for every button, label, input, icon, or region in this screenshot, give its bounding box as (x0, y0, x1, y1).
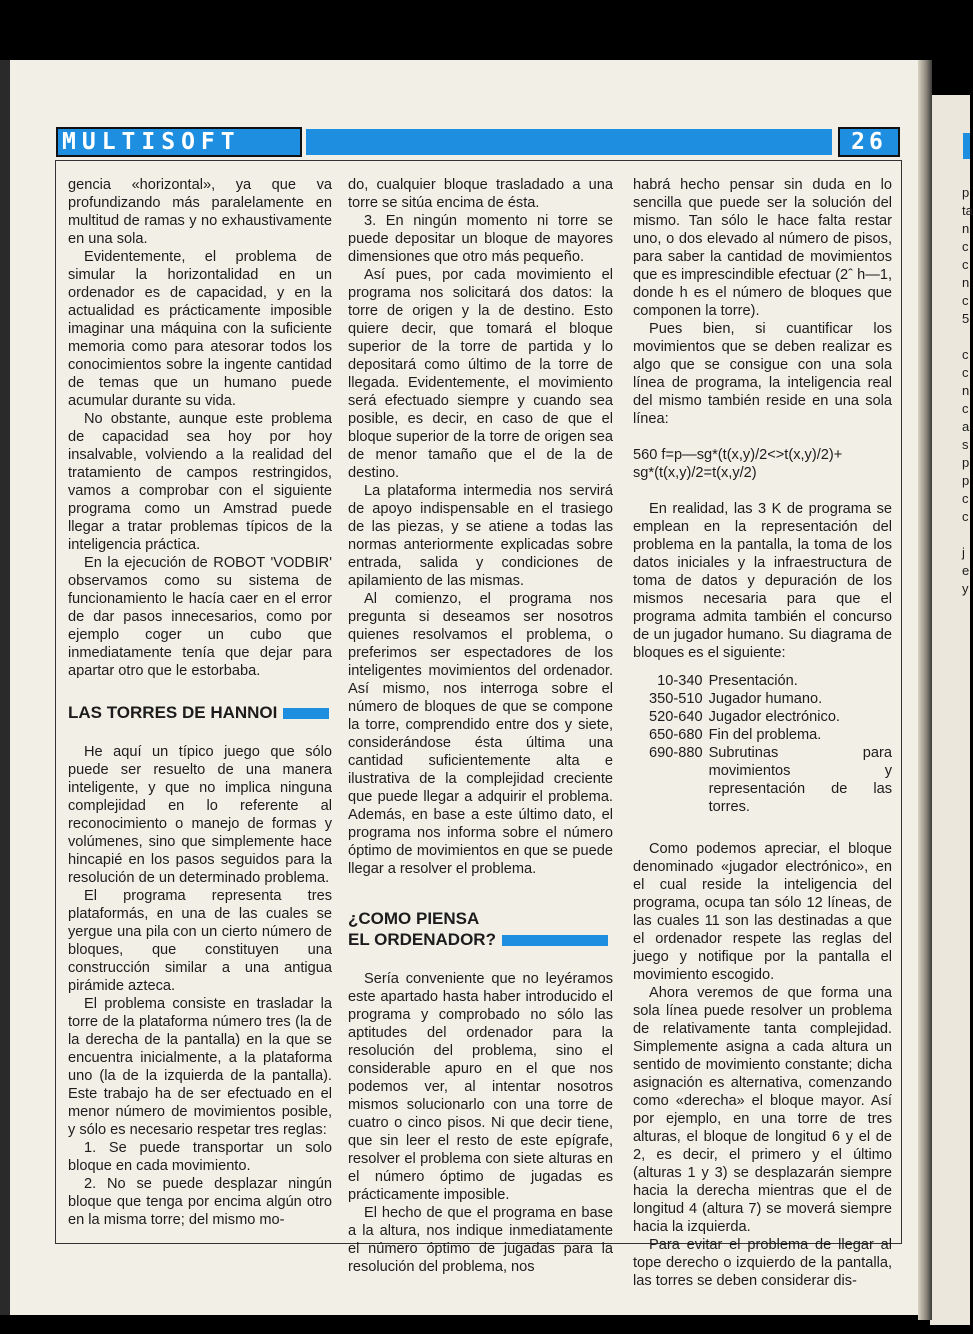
next-page-fragment: n (962, 275, 970, 290)
next-page-fragment: c (962, 347, 969, 362)
paragraph: Como podemos apreciar, el bloque denominado «jugador electrónico», en el cual reside la inteligencia del programa, ocupa tan sólo 12 líneas, de las cuales 11 son las destinadas a que el ordenador respete las reglas del juego y notifique por la pantalla el movimiento escogido. (633, 841, 892, 983)
section-heading (68, 702, 332, 723)
paragraph: He aquí un típico juego que sólo puede ser resuelto de una manera inteligente, y que no implica ninguna complejidad en lo referente al reconocimiento o manejo de formas y volúmenes, sino que simplemente hace hincapié en los pasos seguidos para la resolución de un determinado problema. (68, 744, 332, 886)
line-range: 520-640 (649, 709, 703, 725)
table-row (649, 690, 892, 708)
next-page-fragment: p (962, 473, 970, 488)
heading-line-2: EL ORDENADOR? (348, 930, 496, 949)
list-item: 2. No se puede desplazar ningún bloque que tenga por encima algún otro en la misma torre; del mismo mo- (68, 1176, 332, 1228)
paragraph: No obstante, aunque este problema de capacidad sea hoy por hoy insalvable, volviendo a la realidad del tratamiento de campos restringidos, vamos a comprobar con el siguiente programa como un Amstrad puede llegar a tratar problemas típicos de la inteligencia práctica. (68, 411, 332, 553)
column-2 (348, 176, 613, 1276)
next-page-fragment: c (962, 257, 969, 272)
column-1 (68, 176, 332, 1229)
next-page-fragment: e (962, 563, 970, 578)
page-gutter (918, 60, 932, 1320)
paragraph: En la ejecución de ROBOT 'VODBIR' observamos como su sistema de funcionamiento le hacía caer en el error de dar pasos innecesarios, como por ejemplo coger un cubo que inmediatamente tenía que dejar para apartar otro que le estorbaba. (68, 555, 332, 679)
header-bar (306, 129, 832, 155)
heading-line-1: ¿COMO PIENSA (348, 909, 480, 928)
paragraph: Evidentemente, el problema de simular la horizontalidad en un ordenador es de capacidad, y en la actualidad es prácticamente imposible imaginar una máquina con la suficiente memoria como para atesorar todos los conocimientos sobre la ingente cantidad de temas que un humano puede acumular durante su vida. (68, 249, 332, 409)
paragraph: La plataforma intermedia nos servirá de apoyo indispensable en el trasiego de las piezas, y se atiene a todas las normas anteriormente explicadas sobre entrada, salida y condiciones de apilamiento de las mismas. (348, 483, 613, 589)
next-page-fragment: n (962, 221, 970, 236)
paragraph: habrá hecho pensar sin duda en lo sencilla que puede ser la solución del mismo. Tan sólo le hace falta restar uno, o dos elevado al número de pisos, para saber la cantidad de movimientos que es imprescindible efectuar (2ˆ h—1, donde h es el número de bloques que componen la torre). (633, 177, 892, 319)
next-page-fragment: j (962, 545, 965, 560)
next-page-fragment: c (962, 293, 969, 308)
next-page-fragment: n (962, 383, 970, 398)
paragraph: Así pues, por cada movimiento el programa nos solicitará dos datos: la torre de origen y la de destino. Esto quiere decir, que tomará el bloque superior de la torre de partida y lo depositará como último de la torre de llegada. Evidentemente, el movimiento será efectuado siempre y cuando sea posible, es decir, en caso de que el bloque superior de la torre de origen sea de menor tamaño que el de la de destino. (348, 267, 613, 481)
line-range: 690-880 (649, 745, 703, 761)
paragraph: Pues bien, si cuantificar los movimientos que se deben realizar es algo que se consigue con una sola línea de programa, la inteligencia real del mismo también reside en una sola línea: (633, 321, 892, 427)
next-page-fragment: ta (962, 203, 973, 218)
table-row (649, 672, 892, 690)
next-page-header-tab (963, 133, 970, 159)
page-left-edge (0, 60, 10, 1315)
line-range: 650-680 (649, 727, 703, 743)
next-page-fragment: c (962, 509, 969, 524)
list-item: 3. En ningún momento ni torre se puede depositar un bloque de mayores dimensiones que otro más pequeño. (348, 213, 613, 265)
block-description: Fin del problema. (708, 727, 822, 743)
paragraph: El programa representa tres plataformás, en una de las cuales se yergue una pila con un cierto número de bloques, que constituyen una construcción similar a una antigua pirámide azteca. (68, 888, 332, 994)
paragraph: Al comienzo, el programa nos pregunta si deseamos ser nosotros quienes resolvamos el problema, o preferimos ser espectadores de los inteligentes movimientos del ordenador. Así mismo, nos interroga sobre el número de bloques de que se compone la torre, comprendido entre dos y siete, considerándose ésta última una cantidad suficientemente alta e ilustrativa de la complejidad creciente que puede llegar a adquirir el problema. Además, en base a este último dato, el programa nos informa sobre el número óptimo de movimientos en que se puede llegar a resolver el problema. (348, 591, 613, 877)
block-description: Subrutinas para movimientos y representación de las torres. (708, 745, 892, 815)
paragraph: Ahora veremos de que forma una sola línea puede resolver un problema de relativamente tanta complejidad. Simplemente asigna a cada altura un sentido de movimiento constante; dicha asignación es alternativa, comenzando como «derecha» el bloque mayor. Así por ejemplo, en una torre de tres alturas, el bloque de longitud 6 y el de 2, es decir, el primero y el último (alturas 1 y 3) se desplazarán siempre hacia la derecha mientras que el de longitud 4 (altura 7) se moverá siempre hacia la izquierda. (633, 985, 892, 1235)
heading-text: LAS TORRES DE HANNOI (68, 703, 278, 722)
next-page-fragment: p (962, 185, 970, 200)
next-page-fragment: c (962, 491, 969, 506)
heading-bar (283, 708, 329, 719)
next-page-fragment: c (962, 239, 969, 254)
block-description: Presentación. (708, 673, 798, 689)
paragraph: do, cualquier bloque trasladado a una torre se sitúa encima de ésta. (348, 177, 613, 211)
next-page-fragment: c (962, 365, 969, 380)
page-number: 26 (838, 127, 900, 157)
code-line-2: sg*(t(x,y)/2=t(x,y/2) (633, 465, 757, 481)
table-row (649, 726, 892, 744)
paragraph: En realidad, las 3 K de programa se emplean en la representación del problema en la pantalla, la toma de los datos iniciales y la infraestructura de toma de datos y depuración de los mismos necesaria para que el programa admita también el concurso de un jugador humano. Su diagrama de bloques es el siguiente: (633, 501, 892, 661)
next-page-fragment: c (962, 401, 969, 416)
line-range: 10-340 (657, 673, 703, 689)
list-item: 1. Se puede transportar un solo bloque en cada movimiento. (68, 1140, 332, 1174)
line-range: 350-510 (649, 691, 703, 707)
paragraph: El problema consiste en trasladar la torre de la plataforma número tres (la de la derecha de la pantalla) en la que se encuentra inicialmente, a la plataforma uno (la de la izquierda de la pantalla). Este trabajo ha de ser efectuado en el menor número de movimientos posible, y sólo es necesario respetar tres reglas: (68, 996, 332, 1138)
next-page-fragment: s (962, 437, 969, 452)
next-page-fragment: p (962, 455, 970, 470)
section-heading (348, 908, 613, 950)
paragraph: Sería conveniente que no leyéramos este apartado hasta haber introducido el programa y comprobado no sólo las aptitudes del ordenador para la resolución del problema, sino el considerable apuro en el que nos podemos ver, al intentar nosotros mismos solucionarlo con una torre de cuatro o cinco pisos. Ni que decir tiene, que sin leer el resto de este epígrafe, resolver el problema con siete alturas en el número óptimo de jugadas es prácticamente imposible. (348, 971, 613, 1203)
next-page-fragment: 5 (962, 311, 970, 326)
block-description: Jugador electrónico. (708, 709, 840, 725)
block-diagram-table (649, 672, 892, 816)
block-description: Jugador humano. (708, 691, 823, 707)
next-page-fragment: a (962, 419, 970, 434)
page-header (56, 127, 900, 157)
code-line-1: 560 f=p—sg*(t(x,y)/2<>t(x,y)/2)+ (633, 447, 843, 463)
table-row (649, 708, 892, 726)
paragraph: Para evitar el problema de llegar al tope derecho o izquierdo de la pantalla, las torres se deben considerar dis- (633, 1237, 892, 1289)
heading-bar (502, 935, 608, 946)
column-3 (633, 176, 892, 1290)
paragraph: El hecho de que el programa en base a la altura, nos indique inmediatamente el número óptimo de jugadas para la resolución del problema, nos (348, 1205, 613, 1275)
multisoft-logo: MULTISOFT (56, 127, 302, 157)
paragraph: gencia «horizontal», ya que va profundizando más paralelamente en multitud de ramas y no exhaustivamente en una sola. (68, 177, 332, 247)
table-row (649, 744, 892, 816)
next-page-fragment: y (962, 581, 969, 596)
code-line (633, 446, 892, 482)
